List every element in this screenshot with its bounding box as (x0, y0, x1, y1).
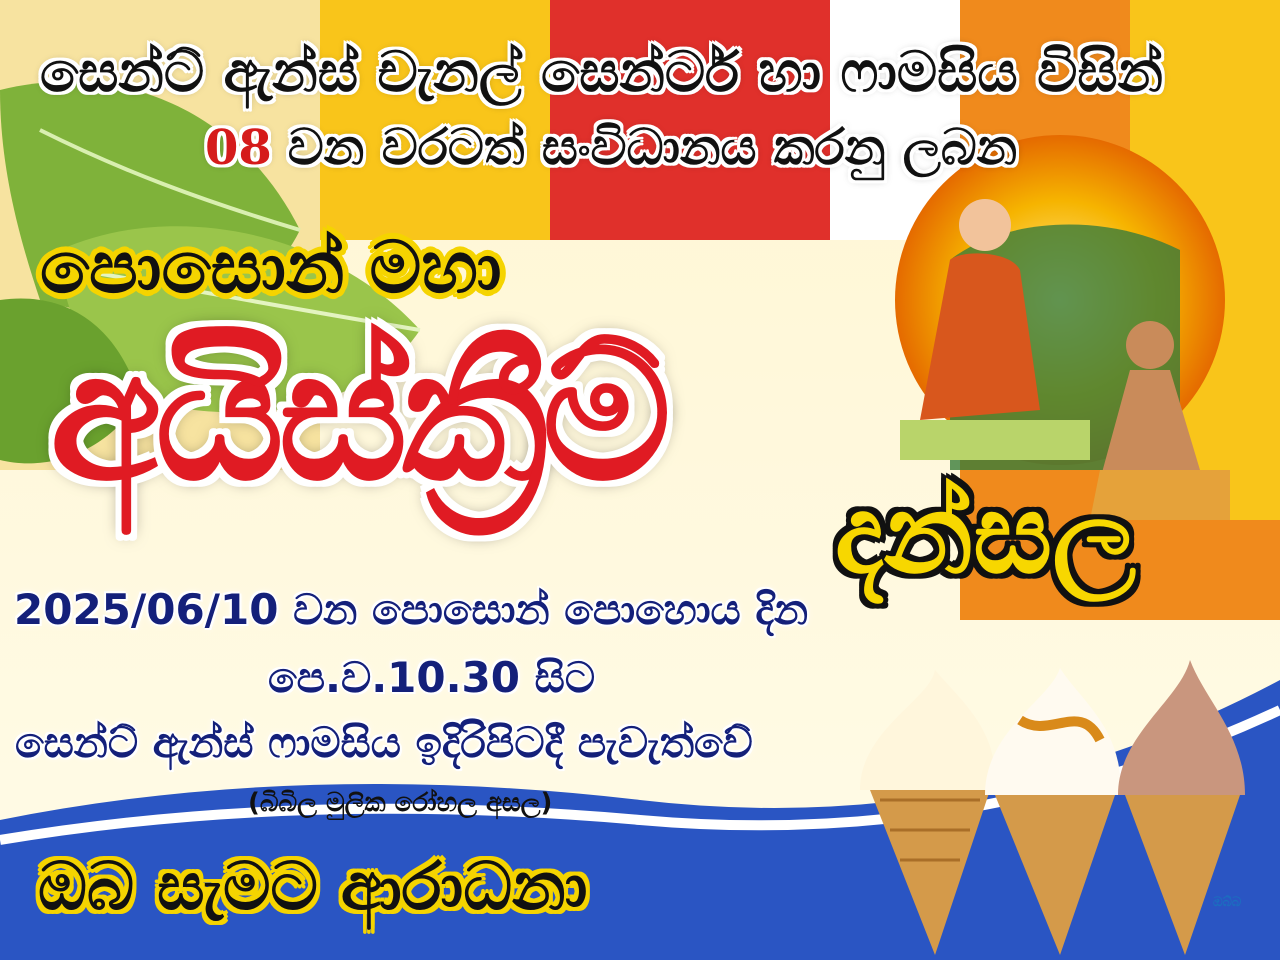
header-line1: සෙන්ට් ඇන්ස් චැනල් සෙන්ටර් හා ෆාමසිය විසින් (40, 40, 1164, 105)
header-line2-text: වන වරටත් සංවිධානය කරනු ලබන (287, 118, 1018, 176)
invitation-text: ඔබ සැමට ආරාධනා (38, 848, 588, 925)
event-date: 2025/06/10 වන පොසොන් පොහොය දින (14, 585, 809, 634)
venue-landmark: (බිබිල මුලික රෝහල අසල) (248, 788, 553, 818)
icecream-title: අයිස්ක්‍රීම් (50, 312, 666, 521)
ice-cream-cone-icon (860, 660, 1245, 955)
event-venue: සෙන්ට් ඇන්ස් ෆාමසිය ඉදිරිපිටදී පැවැත්වේ (15, 718, 753, 767)
event-time: පෙ.ව.10.30 සිට (268, 653, 596, 702)
edition-number: 08 (205, 120, 272, 176)
dansala-title: දන්සල (835, 470, 1137, 598)
organizer-logo: ඔබ්බ (1213, 895, 1242, 910)
header-line2 (205, 118, 1017, 177)
poson-title: පොසොන් මහා (40, 225, 502, 309)
